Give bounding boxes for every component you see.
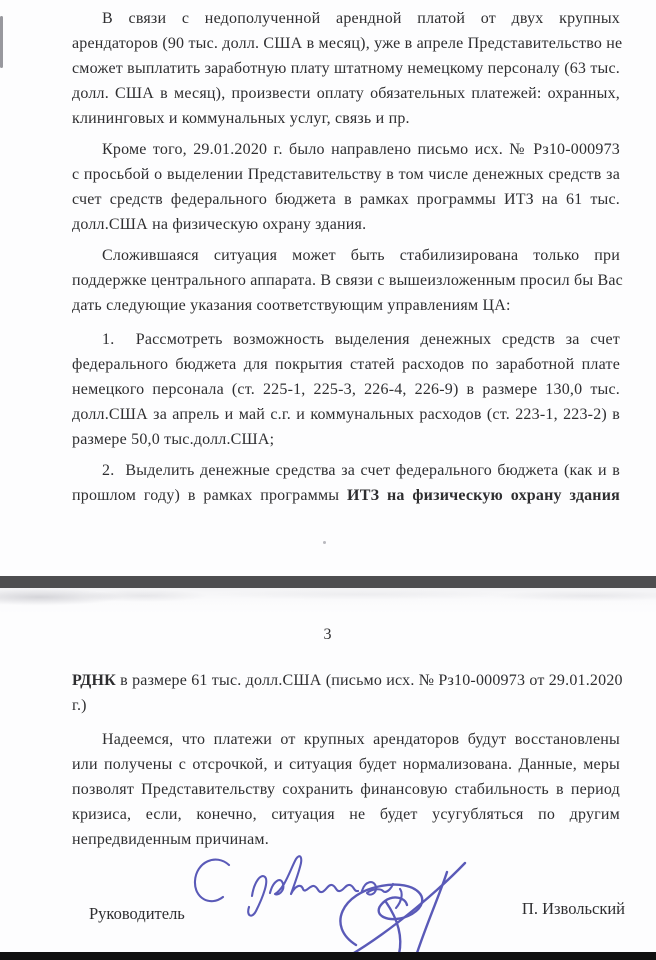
paragraph (72, 727, 620, 852)
scan-dust-spot (323, 541, 326, 544)
text-line: Надеемся, что платежи от крупных арендаторов будут восстановлены (102, 731, 620, 748)
text-line: долл.США на физическую охрану здания. (72, 216, 367, 233)
scan-edge-artifact (0, 16, 3, 68)
paragraph (72, 137, 620, 237)
text-line: РДНК в размере 61 тыс. долл.США (письмо исх. № Рз10-000973 от 29.01.2020 (72, 672, 623, 689)
page-number: 3 (323, 626, 333, 643)
text-line: 2. Выделить денежные средства за счет федерального бюджета (как и в (102, 462, 620, 479)
text-line: кризиса, если, конечно, ситуация не будет усугубляться по другим (72, 806, 620, 823)
page2-text-block (72, 668, 623, 858)
handwritten-closing-and-signature (150, 848, 520, 958)
text-line: г.) (72, 697, 87, 714)
handwritten-closing (195, 856, 402, 915)
text-line: немецкого персонала (ст. 225-1, 225-3, 226-4, 226-9) в размере 130,0 тыс. (72, 381, 620, 398)
text-line: Сложившаяся ситуация может быть стабилизирована только при (102, 247, 620, 264)
text-line: В связи с недополученной арендной платой от двух крупных (102, 10, 620, 27)
paragraph (72, 6, 623, 131)
paragraph (72, 668, 623, 718)
text-line: 1. Рассмотреть возможность выделения денежных средств за счет (102, 331, 620, 348)
text-line: с просьбой о выделении Представительству в том числе денежных средств за (72, 166, 620, 183)
text-line: размере 50,0 тыс.долл.США; (72, 431, 275, 448)
text-line: прошлом году) в рамках программы ИТЗ на физическую охрану здания (72, 487, 621, 504)
scan-bottom-band (0, 952, 656, 960)
paragraph (72, 327, 620, 452)
paragraph (72, 458, 620, 508)
signatory-role: Руководитель (89, 904, 185, 923)
text-line: позволят Представительству сохранить финансовую стабильность в период (72, 781, 620, 798)
text-line: Кроме того, 29.01.2020 г. было направлено письмо исх. № Рз10-000973 (102, 141, 620, 158)
text-line: долл.США за апрель и май с.г. и коммунальных расходов (ст. 223-1, 223-2) в (72, 406, 620, 423)
text-line: или получены с отсрочкой, и ситуация будет нормализована. Данные, меры (72, 756, 620, 773)
text-line: дать следующие указания соответствующим управлениям ЦА: (72, 297, 511, 314)
text-line: поддержке центрального аппарата. В связи с вышеизложенным просил бы Вас (72, 272, 623, 289)
page-divider-band (0, 576, 656, 588)
text-line: счет средств федерального бюджета в рамках программы ИТЗ на 61 тыс. (72, 191, 620, 208)
page1-text-block (72, 6, 623, 514)
text-line: арендаторов (90 тыс. долл. США в месяц), уже в апреле Представительство не (72, 35, 623, 52)
signature-flourish (340, 863, 465, 956)
paragraph (72, 243, 623, 318)
text-line: клининговых и коммунальных услуг, связь и пр. (72, 110, 410, 127)
scan-noise-strip (0, 588, 656, 614)
text-line: долл. США в месяц), произвести оплату обязательных платежей: охранных, (72, 85, 620, 102)
text-line: сможет выплатить заработную плату штатному немецкому персоналу (63 тыс. (72, 60, 620, 77)
text-line: непредвиденным причинам. (72, 831, 269, 848)
text-line: федерального бюджета для покрытия статей расходов по заработной плате (72, 356, 620, 373)
signatory-name: П. Извольский (521, 899, 625, 918)
